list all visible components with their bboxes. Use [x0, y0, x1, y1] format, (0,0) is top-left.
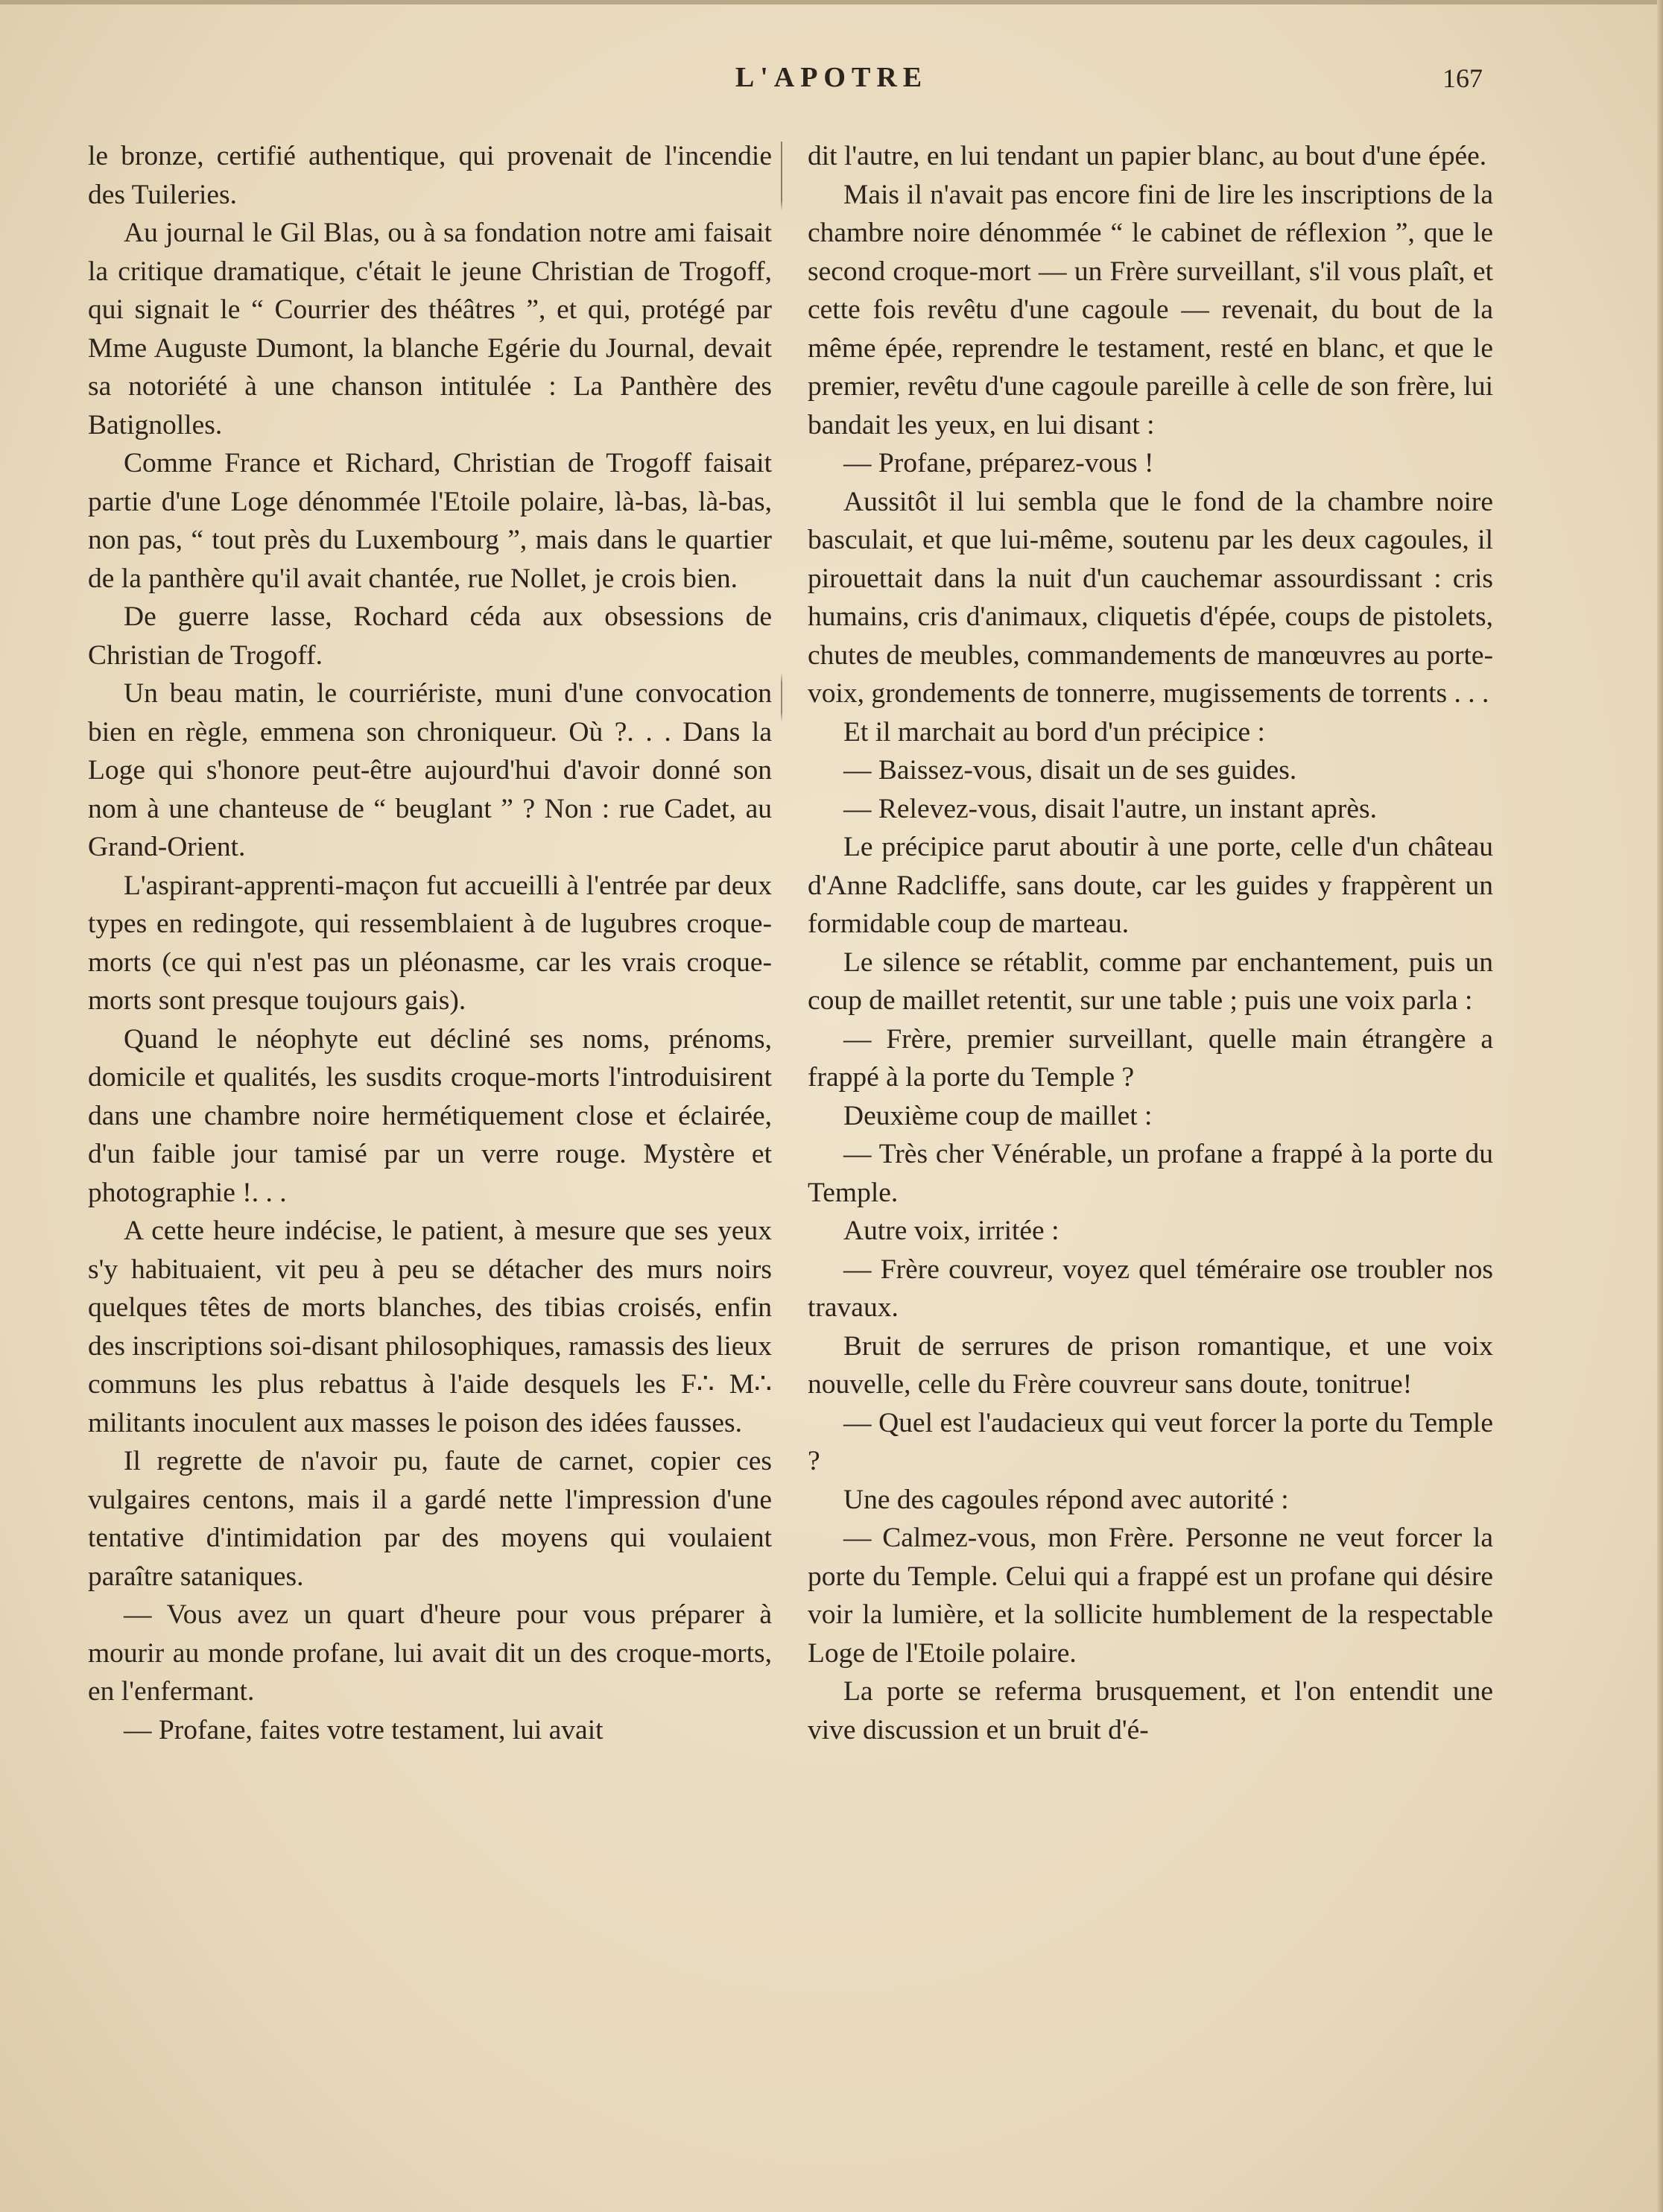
- paragraph: Bruit de serrures de prison romantique, et une voix nouvelle, celle du Frère couvreur sans doute, tonitrue!: [808, 1330, 1493, 1400]
- paragraph: — Profane, préparez-vous !: [843, 448, 1154, 478]
- paragraph: — Calmez-vous, mon Frère. Personne ne veut forcer la porte du Temple. Celui qui a frappé est un profane qui désire voir la lumière, et la sollicite humblement de la respectable Loge de l'Etoile polaire.: [808, 1523, 1493, 1669]
- paragraph: dit l'autre, en lui tendant un papier blanc, au bout d'une épée.: [808, 141, 1487, 171]
- paragraph: le bronze, certifié authentique, qui provenait de l'incendie des Tuileries.: [88, 141, 772, 210]
- paragraph: A cette heure indécise, le patient, à mesure que ses yeux s'y habituaient, vit peu à peu se détacher des murs noirs quelques têtes de morts blanches, des tibias croisés, enfin des inscriptions soi-disant philosophiques, ramassis des lieux communs les plus rebattus à l'aide desquels les F∴ M∴ militants inoculent aux masses le poison des idées fausses.: [88, 1216, 772, 1438]
- paragraph: Deuxième coup de maillet :: [843, 1100, 1153, 1131]
- paragraph: De guerre lasse, Rochard céda aux obsessions de Christian de Trogoff.: [88, 601, 772, 671]
- paragraph: — Quel est l'audacieux qui veut forcer la porte du Temple ?: [808, 1407, 1493, 1476]
- paragraph: Comme France et Richard, Christian de Trogoff faisait partie d'une Loge dénommée l'Etoile polaire, là-bas, là-bas, non pas, “ tout près du Luxembourg ”, mais dans le quartier de la panthère qu'il avait chantée, rue Nollet, je crois bien.: [88, 448, 772, 594]
- paragraph: L'aspirant-apprenti-maçon fut accueilli à l'entrée par deux types en redingote, qui ressemblaient à de lugubres croque-morts (ce qui n'est pas un pléonasme, car les vrais croque-morts sont presque toujours gais).: [88, 870, 772, 1016]
- paragraph: Le silence se rétablit, comme par enchantement, puis un coup de maillet retentit, sur une table ; puis une voix parla :: [808, 947, 1493, 1016]
- paragraph: — Très cher Vénérable, un profane a frappé à la porte du Temple.: [808, 1139, 1493, 1208]
- paragraph: Aussitôt il lui sembla que le fond de la chambre noire basculait, et que lui-même, soutenu par les deux cagoules, il pirouettait dans la nuit d'un cauchemar assourdissant : cris humains, cris d'animaux, cliquetis d'épée, coups de pistolets, chutes de meubles, commandements de manœuvres au porte-voix, grondements de tonnerre, mugissements de torrents . . .: [808, 486, 1493, 709]
- paragraph: Autre voix, irritée :: [843, 1216, 1059, 1246]
- paragraph: Au journal le Gil Blas, ou à sa fondation notre ami faisait la critique dramatique, c'était le jeune Christian de Trogoff, qui signait le “ Courrier des théâtres ”, et qui, protégé par Mme Auguste Dumont, la blanche Egérie du Journal, devait sa notoriété à une chanson intitulée : La Panthère des Batignolles.: [88, 218, 772, 440]
- page-number: 167: [1442, 63, 1483, 93]
- left-column: [88, 137, 772, 1749]
- paragraph: Mais il n'avait pas encore fini de lire les inscriptions de la chambre noire dénommée “ le cabinet de réflexion ”, que le second croque-mort — un Frère surveillant, s'il vous plaît, et cette fois revêtu d'une cagoule — revenait, du bout de la même épée, reprendre le testament, resté en blanc, et que le premier, revêtu d'une cagoule pareille à celle de son frère, lui bandait les yeux, en lui disant :: [808, 179, 1493, 440]
- right-column: [808, 137, 1493, 1749]
- page-edge: [1657, 0, 1663, 2212]
- top-rule: [0, 0, 1663, 4]
- paragraph: Le précipice parut aboutir à une porte, celle d'un château d'Anne Radcliffe, sans doute, car les guides y frappèrent un formidable coup de marteau.: [808, 832, 1493, 939]
- paragraph: — Vous avez un quart d'heure pour vous préparer à mourir au monde profane, lui avait dit un des croque-morts, en l'enfermant.: [88, 1599, 772, 1707]
- paragraph: — Frère, premier surveillant, quelle main étrangère a frappé à la porte du Temple ?: [808, 1023, 1493, 1093]
- paragraph: La porte se referma brusquement, et l'on entendit une vive discussion et un bruit d'é-: [808, 1676, 1493, 1745]
- running-title: L'APOTRE: [735, 62, 928, 93]
- paragraph: — Frère couvreur, voyez quel téméraire ose troubler nos travaux.: [808, 1254, 1493, 1323]
- paragraph: — Baissez-vous, disait un de ses guides.: [843, 755, 1297, 786]
- paragraph: Quand le néophyte eut décliné ses noms, prénoms, domicile et qualités, les susdits croque-morts l'introduisirent dans une chambre noire hermétiquement close et éclairée, d'un faible jour tamisé par un verre rouge. Mystère et photographie !. . .: [88, 1023, 772, 1208]
- paragraph: — Profane, faites votre testament, lui avait: [124, 1714, 604, 1745]
- paragraph: Un beau matin, le courriériste, muni d'une convocation bien en règle, emmena son chroniqueur. Où ?. . . Dans la Loge qui s'honore peut-être aujourd'hui d'avoir donné son nom à une chanteuse de “ beuglant ” ? Non : rue Cadet, au Grand-Orient.: [88, 678, 772, 862]
- paragraph: — Relevez-vous, disait l'autre, un instant après.: [843, 793, 1377, 824]
- paragraph: Une des cagoules répond avec autorité :: [843, 1484, 1289, 1515]
- column-divider: [781, 142, 782, 2109]
- paragraph: Il regrette de n'avoir pu, faute de carnet, copier ces vulgaires centons, mais il a gardé nette l'impression d'une tentative d'intimidation par des moyens qui voulaient paraître sataniques.: [88, 1446, 772, 1592]
- paragraph: Et il marchait au bord d'un précipice :: [843, 716, 1265, 748]
